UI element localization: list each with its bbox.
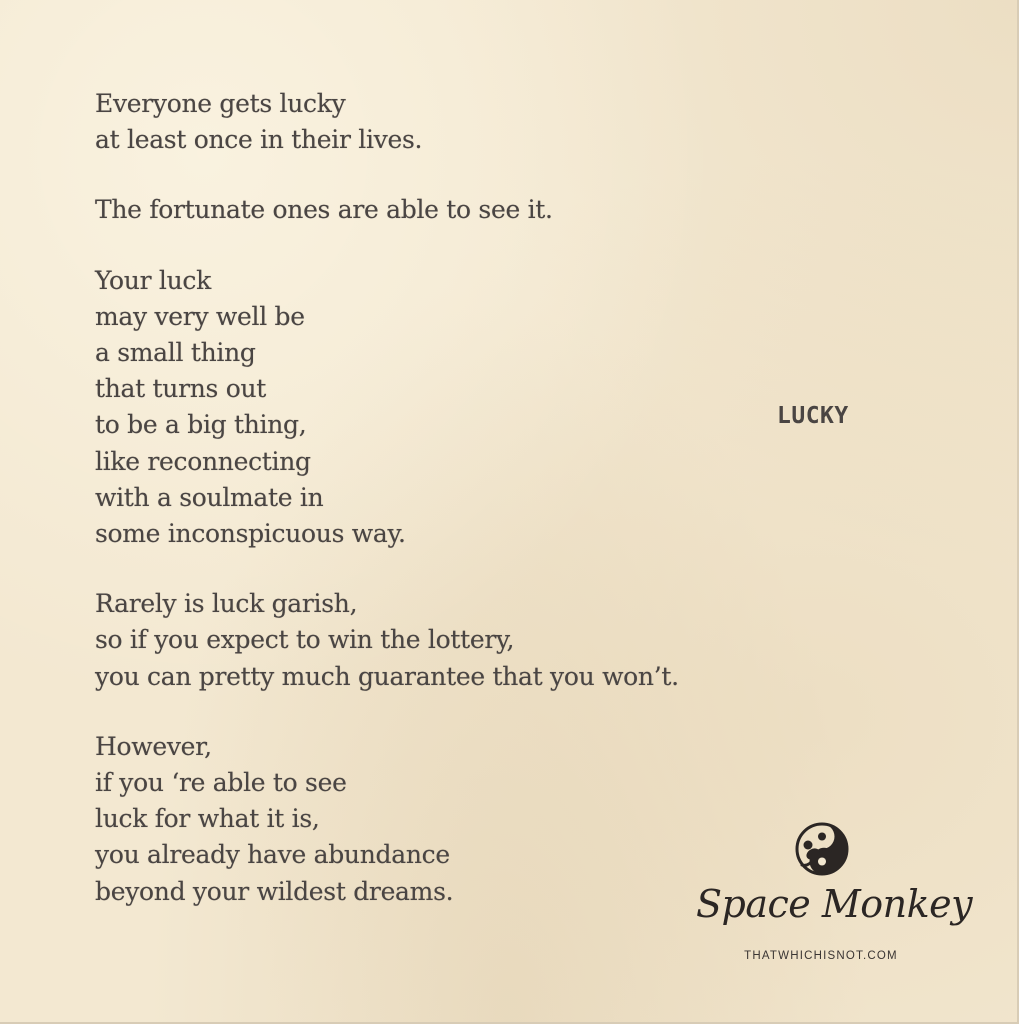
monkey-yin-yang-icon [794, 821, 850, 877]
poem-line: The fortunate ones are able to see it. [95, 195, 553, 225]
stanza-4 [95, 586, 815, 695]
stanza-3 [95, 263, 815, 553]
stanza-1 [95, 86, 815, 158]
poem-line: you already have abundance [95, 840, 450, 870]
poem-line: may very well be [95, 301, 305, 331]
poem-line: that turns out [95, 374, 267, 404]
poem-line: to be a big thing, [95, 410, 307, 440]
poem-line: Your luck [95, 265, 211, 295]
poem-line: Everyone gets lucky [95, 89, 346, 118]
poem-line: like reconnecting [95, 446, 311, 476]
poem-line: Rarely is luck garish, [95, 589, 358, 619]
poem-line: you can pretty much guarantee that you won’t. [95, 661, 679, 691]
poem-line: beyond your wildest dreams. [95, 876, 454, 906]
poem-body [95, 86, 815, 910]
brand-name: Space Monkey [696, 882, 973, 926]
poem-line: with a soulmate in [95, 482, 324, 512]
poem-line: so if you expect to win the lottery, [95, 625, 515, 655]
poem-line: However, [95, 731, 212, 761]
poem-line: luck for what it is, [95, 804, 320, 834]
brand-tagline: THATWHICHISNOT.COM [744, 950, 898, 962]
poem-line: some inconspicuous way. [95, 519, 406, 549]
poem-line: a small thing [95, 338, 256, 368]
stanza-2 [95, 192, 815, 228]
poem-line: at least once in their lives. [95, 125, 423, 155]
poem-title: LUCKY [777, 403, 849, 429]
poem-line: if you ‘re able to see [95, 768, 347, 798]
